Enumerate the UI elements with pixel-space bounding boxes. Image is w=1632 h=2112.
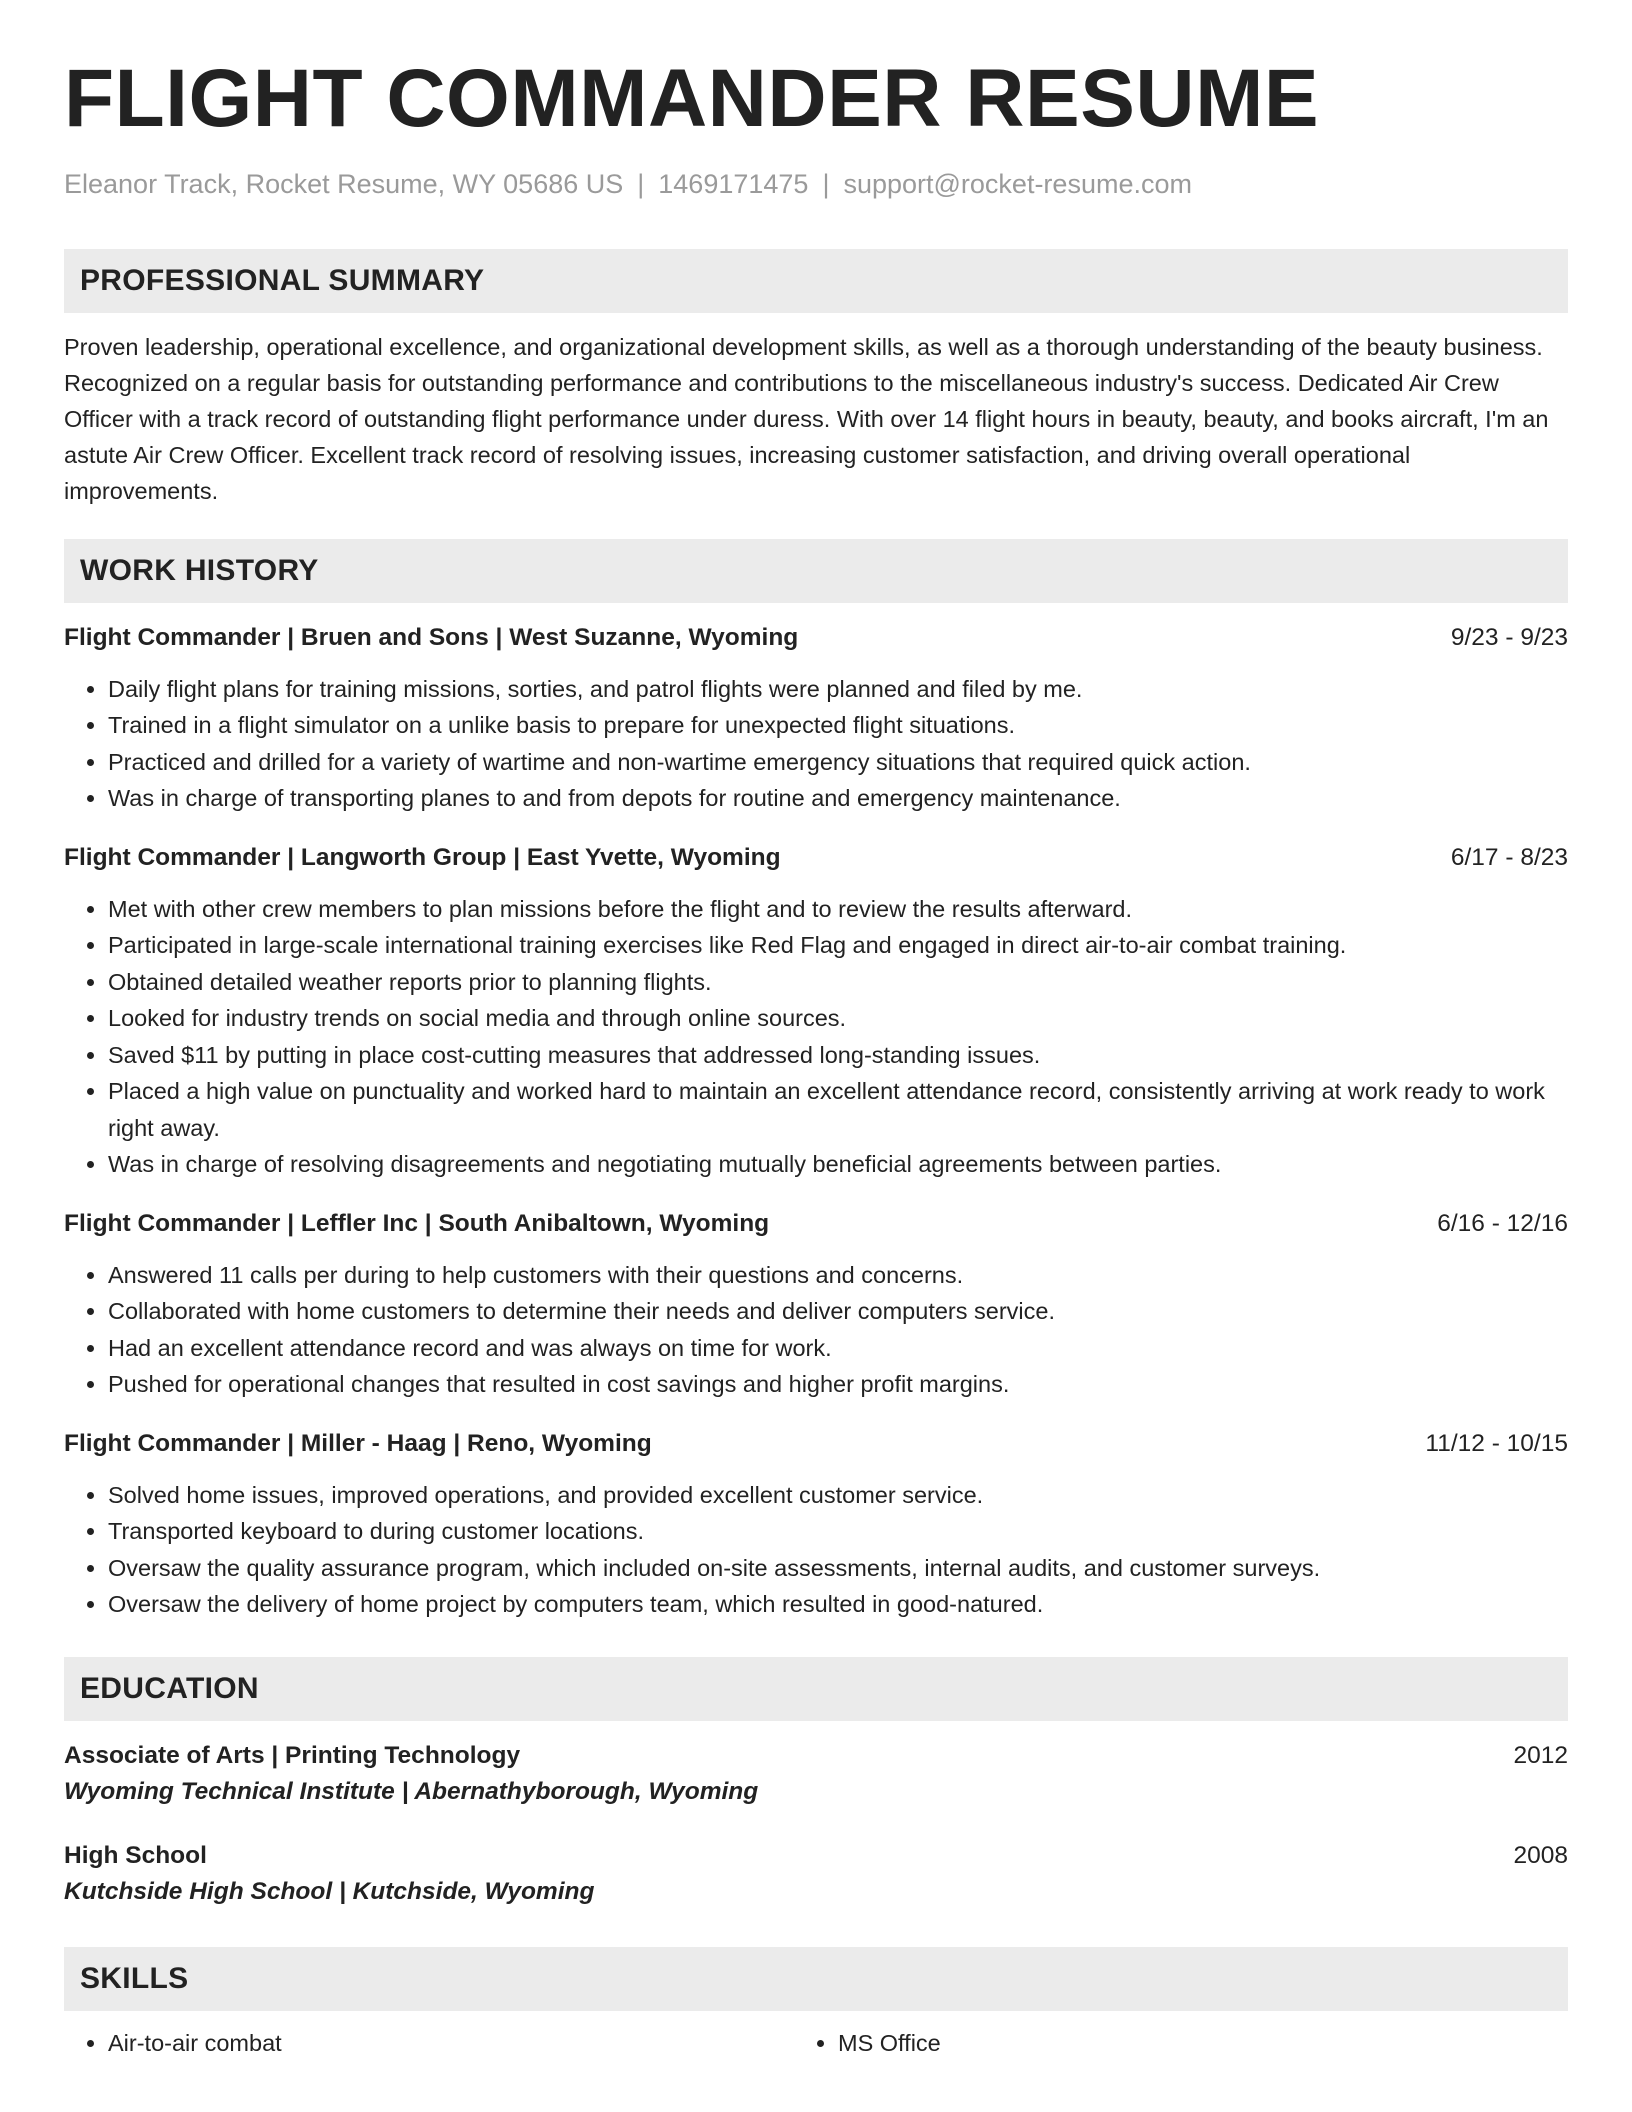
education-year: 2008 (1513, 1841, 1568, 1869)
job-entry (64, 841, 1568, 1183)
contact-email: support@rocket-resume.com (843, 169, 1192, 200)
summary-heading: PROFESSIONAL SUMMARY (80, 263, 485, 297)
job-bullet: • Solved home issues, improved operations, and provided excellent customer service. (108, 1477, 1568, 1514)
job-bullet: • Was in charge of transporting planes to and from depots for routine and emergency maintenance. (108, 780, 1568, 817)
job-bullet: • Placed a high value on punctuality and worked hard to maintain an excellent attendance record, consistently arriving at work ready to work right away. (108, 1073, 1568, 1146)
job-entry (64, 1427, 1568, 1623)
job-dates: 9/23 - 9/23 (1450, 623, 1568, 651)
skill-item: • Air-to-air combat (108, 2025, 794, 2061)
resume-title: FLIGHT COMMANDER RESUME (64, 53, 1320, 144)
job-header (64, 1207, 1568, 1241)
job-bullet: • Oversaw the quality assurance program, which included on-site assessments, internal audits, and customer surveys. (108, 1550, 1568, 1587)
education-degree: High School (64, 1841, 207, 1869)
contact-separator: | (637, 169, 645, 200)
job-bullet: • Saved $11 by putting in place cost-cutting measures that addressed long-standing issues. (108, 1037, 1568, 1074)
job-bullet: • Transported keyboard to during customer locations. (108, 1513, 1568, 1550)
skills-list (64, 2025, 1568, 2061)
job-title: Flight Commander | Leffler Inc | South Anibaltown, Wyoming (64, 1209, 770, 1237)
job-bullets (64, 1257, 1568, 1403)
education-degree: Associate of Arts | Printing Technology (64, 1741, 521, 1769)
contact-line (64, 168, 1568, 200)
education-entry (64, 1839, 1568, 1911)
job-dates: 11/12 - 10/15 (1425, 1429, 1568, 1457)
work-section-header (64, 539, 1568, 603)
job-bullets (64, 1477, 1568, 1623)
contact-separator: | (822, 169, 830, 200)
job-bullet: • Collaborated with home customers to determine their needs and deliver computers service. (108, 1293, 1568, 1330)
education-header (64, 1839, 1568, 1873)
skills-section-header (64, 1947, 1568, 2011)
job-bullet: • Was in charge of resolving disagreements and negotiating mutually beneficial agreements between parties. (108, 1146, 1568, 1183)
job-dates: 6/16 - 12/16 (1437, 1209, 1568, 1237)
job-title: Flight Commander | Miller - Haag | Reno, Wyoming (64, 1429, 652, 1457)
job-bullet: • Met with other crew members to plan missions before the flight and to review the results afterward. (108, 891, 1568, 928)
job-entry (64, 621, 1568, 817)
education-school: Wyoming Technical Institute | Abernathyborough, Wyoming (64, 1777, 759, 1805)
job-bullet: • Daily flight plans for training missions, sorties, and patrol flights were planned and filed by me. (108, 671, 1568, 708)
work-heading: WORK HISTORY (80, 553, 319, 587)
job-title: Flight Commander | Langworth Group | East Yvette, Wyoming (64, 843, 781, 871)
summary-text: Proven leadership, operational excellence, and organizational development skills, as well as a thorough understanding of the beauty business. Recognized on a regular basis for outstanding performance and contributions to the miscellaneous industry's success. Dedicated Air Crew Officer with a track record of outstanding flight performance under duress. With over 14 flight hours in beauty, beauty, and books aircraft, I'm an astute Air Crew Officer. Excellent track record of resolving issues, increasing customer satisfaction, and driving overall operational improvements. (64, 333, 1549, 504)
job-bullet: • Pushed for operational changes that resulted in cost savings and higher profit margins. (108, 1366, 1568, 1403)
summary-section-header (64, 249, 1568, 313)
skills-heading: SKILLS (80, 1961, 189, 1995)
job-bullet: • Obtained detailed weather reports prior to planning flights. (108, 964, 1568, 1001)
job-bullet: • Had an excellent attendance record and was always on time for work. (108, 1330, 1568, 1367)
job-bullets (64, 891, 1568, 1183)
job-bullet: • Answered 11 calls per during to help customers with their questions and concerns. (108, 1257, 1568, 1294)
job-bullet: • Practiced and drilled for a variety of wartime and non-wartime emergency situations that required quick action. (108, 744, 1568, 781)
job-header (64, 841, 1568, 875)
skill-item: • MS Office (838, 2025, 1524, 2061)
job-bullet: • Participated in large-scale international training exercises like Red Flag and engaged in direct air-to-air combat training. (108, 927, 1568, 964)
education-heading: EDUCATION (80, 1671, 259, 1705)
job-entry (64, 1207, 1568, 1403)
job-dates: 6/17 - 8/23 (1450, 843, 1568, 871)
job-title: Flight Commander | Bruen and Sons | West Suzanne, Wyoming (64, 623, 799, 651)
contact-phone: 1469171475 (658, 169, 809, 200)
education-header (64, 1739, 1568, 1773)
education-year: 2012 (1513, 1741, 1568, 1769)
education-entry (64, 1739, 1568, 1811)
job-bullet: • Trained in a flight simulator on a unlike basis to prepare for unexpected flight situations. (108, 707, 1568, 744)
job-header (64, 1427, 1568, 1461)
job-bullet: • Looked for industry trends on social media and through online sources. (108, 1000, 1568, 1037)
job-bullet: • Oversaw the delivery of home project by computers team, which resulted in good-natured. (108, 1586, 1568, 1623)
contact-address: Eleanor Track, Rocket Resume, WY 05686 US (64, 169, 624, 200)
job-header (64, 621, 1568, 655)
education-section-header (64, 1657, 1568, 1721)
education-school: Kutchside High School | Kutchside, Wyoming (64, 1877, 595, 1905)
job-bullets (64, 671, 1568, 817)
